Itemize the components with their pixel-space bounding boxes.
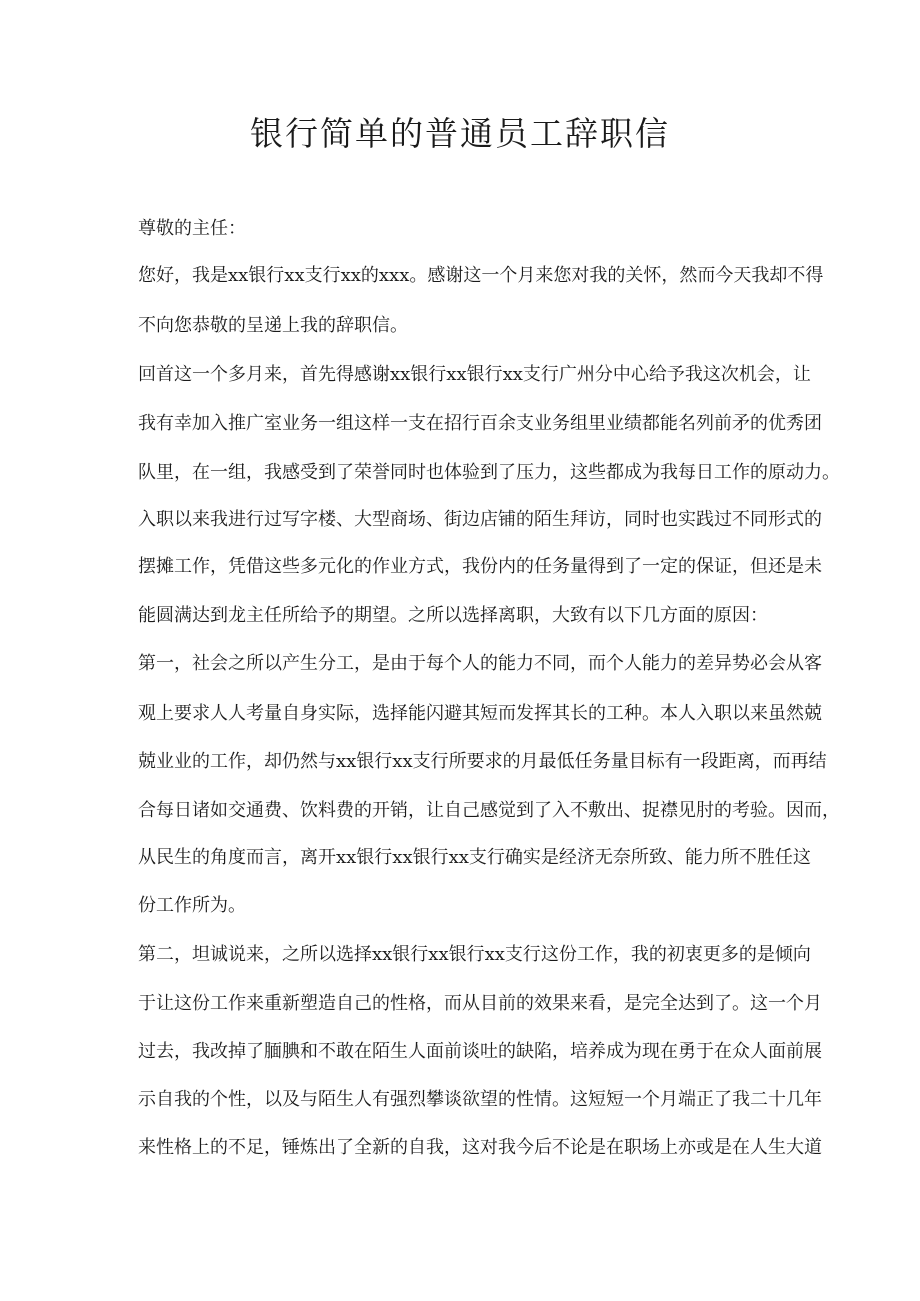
body-line: 过去，我改掉了腼腆和不敢在陌生人面前谈吐的缺陷，培养成为现在勇于在众人面前展 bbox=[138, 1041, 822, 1062]
body-line: 您好，我是xx银行xx支行xx的xxx。感谢这一个月来您对我的关怀，然而今天我却不得 bbox=[138, 265, 824, 286]
body-line: 我有幸加入推广室业务一组这样一支在招行百余支业务组里业绩都能名列前矛的优秀团 bbox=[138, 413, 822, 434]
body-line: 于让这份工作来重新塑造自己的性格，而从目前的效果来看，是完全达到了。这一个月 bbox=[138, 993, 822, 1014]
body-line: 第一，社会之所以产生分工，是由于每个人的能力不同，而个人能力的差异势必会从客 bbox=[138, 653, 822, 674]
body-line: 从民生的角度而言，离开xx银行xx银行xx支行确实是经济无奈所致、能力所不胜任这 bbox=[138, 847, 811, 868]
body-line: 摆摊工作，凭借这些多元化的作业方式，我份内的任务量得到了一定的保证，但还是未 bbox=[138, 556, 822, 577]
body-line: 份工作所为。 bbox=[138, 895, 246, 916]
body-line: 入职以来我进行过写字楼、大型商场、街边店铺的陌生拜访，同时也实践过不同形式的 bbox=[138, 509, 822, 530]
body-line: 来性格上的不足，锤炼出了全新的自我，这对我今后不论是在职场上亦或是在人生大道 bbox=[138, 1137, 822, 1158]
body-line: 第二，坦诚说来，之所以选择xx银行xx银行xx支行这份工作，我的初衷更多的是倾向 bbox=[138, 944, 811, 965]
salutation: 尊敬的主任： bbox=[138, 218, 246, 239]
body-line: 合每日诸如交通费、饮料费的开销，让自己感觉到了入不敷出、捉襟见肘的考验。因而， bbox=[138, 800, 840, 821]
body-line: 回首这一个多月来，首先得感谢xx银行xx银行xx支行广州分中心给予我这次机会，让 bbox=[138, 364, 811, 385]
body-line: 队里，在一组，我感受到了荣誉同时也体验到了压力，这些都成为我每日工作的原动力。 bbox=[138, 462, 840, 483]
body-line: 兢业业的工作，却仍然与xx银行xx支行所要求的月最低任务量目标有一段距离，而再结 bbox=[138, 751, 827, 772]
body-line: 不向您恭敬的呈递上我的辞职信。 bbox=[138, 315, 408, 336]
body-line: 示自我的个性，以及与陌生人有强烈攀谈欲望的性情。这短短一个月端正了我二十几年 bbox=[138, 1089, 822, 1110]
document-title: 银行简单的普通员工辞职信 bbox=[250, 114, 670, 153]
body-line: 能圆满达到龙主任所给予的期望。之所以选择离职，大致有以下几方面的原因： bbox=[138, 605, 768, 626]
body-line: 观上要求人人考量自身实际，选择能闪避其短而发挥其长的工种。本人入职以来虽然兢 bbox=[138, 703, 822, 724]
